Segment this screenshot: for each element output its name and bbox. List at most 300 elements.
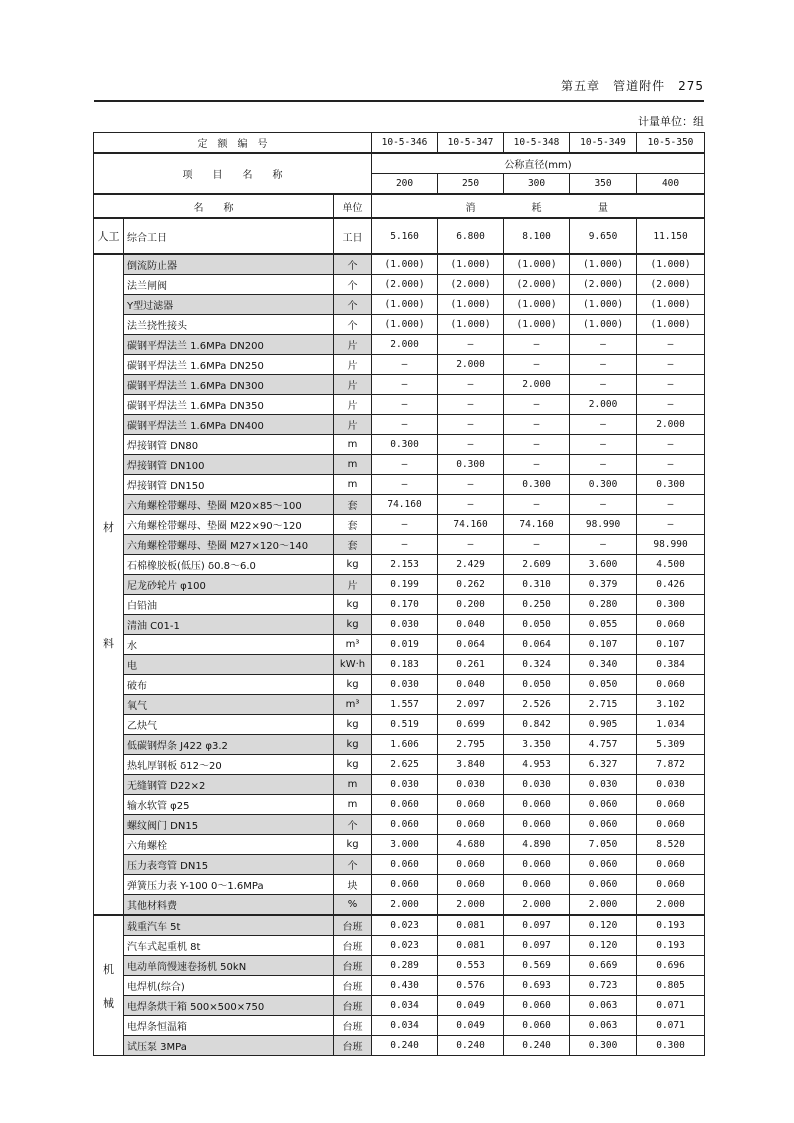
item-name: 碳钢平焊法兰 1.6MPa DN350 bbox=[124, 395, 334, 415]
item-name: 焊接钢管 DN80 bbox=[124, 435, 334, 455]
item-value: — bbox=[570, 415, 637, 435]
item-name: 六角螺栓带螺母、垫圈 M22×90～120 bbox=[124, 515, 334, 535]
item-unit: 台班 bbox=[334, 996, 372, 1016]
item-value: 0.060 bbox=[637, 815, 705, 835]
item-unit: 工日 bbox=[334, 218, 372, 254]
diameter-value: 200 bbox=[372, 174, 438, 195]
material-row bbox=[94, 355, 705, 375]
item-value: 0.240 bbox=[504, 1036, 570, 1056]
item-value: 0.060 bbox=[570, 875, 637, 895]
item-value: 2.000 bbox=[372, 335, 438, 355]
item-value: 98.990 bbox=[570, 515, 637, 535]
item-value: (1.000) bbox=[438, 254, 504, 275]
item-value: 2.000 bbox=[570, 395, 637, 415]
item-value: 0.023 bbox=[372, 915, 438, 936]
item-value: — bbox=[570, 335, 637, 355]
material-row bbox=[94, 475, 705, 495]
item-value: 0.034 bbox=[372, 996, 438, 1016]
item-name: 电焊条烘干箱 500×500×750 bbox=[124, 996, 334, 1016]
item-value: (2.000) bbox=[372, 275, 438, 295]
name-column-header: 名 称 bbox=[94, 194, 334, 218]
item-value: — bbox=[637, 395, 705, 415]
item-value: 0.060 bbox=[504, 855, 570, 875]
diameter-value: 250 bbox=[438, 174, 504, 195]
item-name: 白铅油 bbox=[124, 595, 334, 615]
machinery-category-char: 械 bbox=[103, 996, 114, 1010]
item-value: — bbox=[372, 375, 438, 395]
item-value: — bbox=[570, 455, 637, 475]
item-value: 4.680 bbox=[438, 835, 504, 855]
item-value: (1.000) bbox=[570, 295, 637, 315]
item-unit: kg bbox=[334, 835, 372, 855]
consumption-label-3: 量 bbox=[570, 194, 637, 218]
item-value: 2.795 bbox=[438, 735, 504, 755]
item-value: 0.340 bbox=[570, 655, 637, 675]
item-value: 0.060 bbox=[438, 815, 504, 835]
item-unit: 台班 bbox=[334, 956, 372, 976]
item-value: 0.034 bbox=[372, 1016, 438, 1036]
item-unit: 片 bbox=[334, 375, 372, 395]
material-row bbox=[94, 795, 705, 815]
item-value: — bbox=[438, 375, 504, 395]
item-value: 0.262 bbox=[438, 575, 504, 595]
item-value: 0.170 bbox=[372, 595, 438, 615]
item-value: 0.696 bbox=[637, 956, 705, 976]
material-row bbox=[94, 315, 705, 335]
item-value: 0.693 bbox=[504, 976, 570, 996]
material-row bbox=[94, 715, 705, 735]
machinery-row bbox=[94, 936, 705, 956]
item-value: 0.060 bbox=[637, 875, 705, 895]
material-category-char: 料 bbox=[103, 636, 114, 650]
quota-table bbox=[93, 132, 705, 1056]
item-value: 0.060 bbox=[438, 855, 504, 875]
section-title: 管道附件 bbox=[613, 79, 666, 93]
item-name: 破布 bbox=[124, 675, 334, 695]
item-value: 4.890 bbox=[504, 835, 570, 855]
item-value: 0.120 bbox=[570, 915, 637, 936]
item-value: — bbox=[438, 335, 504, 355]
item-unit: m bbox=[334, 795, 372, 815]
item-unit: m³ bbox=[334, 695, 372, 715]
item-value: 2.000 bbox=[637, 895, 705, 916]
item-value: 0.569 bbox=[504, 956, 570, 976]
item-unit: 个 bbox=[334, 855, 372, 875]
item-value: 0.300 bbox=[570, 1036, 637, 1056]
material-row bbox=[94, 875, 705, 895]
material-row bbox=[94, 775, 705, 795]
item-value: — bbox=[637, 495, 705, 515]
item-value: 0.019 bbox=[372, 635, 438, 655]
item-value: — bbox=[570, 495, 637, 515]
item-value: 0.060 bbox=[637, 675, 705, 695]
labor-row bbox=[94, 218, 705, 254]
machinery-row bbox=[94, 956, 705, 976]
item-value: (1.000) bbox=[504, 254, 570, 275]
item-value: 0.060 bbox=[637, 615, 705, 635]
item-unit: 片 bbox=[334, 415, 372, 435]
item-unit: kg bbox=[334, 715, 372, 735]
item-value: 0.049 bbox=[438, 996, 504, 1016]
item-unit: m bbox=[334, 475, 372, 495]
item-unit: 套 bbox=[334, 515, 372, 535]
item-unit: 块 bbox=[334, 875, 372, 895]
header-text bbox=[561, 77, 704, 94]
item-value: 6.800 bbox=[438, 218, 504, 254]
item-value: — bbox=[504, 355, 570, 375]
material-row bbox=[94, 275, 705, 295]
item-unit: 台班 bbox=[334, 915, 372, 936]
item-value: — bbox=[438, 495, 504, 515]
consumption-label-1: 消 bbox=[438, 194, 504, 218]
item-name: Y型过滤器 bbox=[124, 295, 334, 315]
item-value: 0.723 bbox=[570, 976, 637, 996]
material-row bbox=[94, 675, 705, 695]
item-value: 0.576 bbox=[438, 976, 504, 996]
item-unit: 片 bbox=[334, 335, 372, 355]
item-value: 0.040 bbox=[438, 675, 504, 695]
item-value: — bbox=[570, 535, 637, 555]
item-value: — bbox=[504, 455, 570, 475]
material-category bbox=[94, 254, 124, 915]
item-name: 电焊机(综合) bbox=[124, 976, 334, 996]
item-name: 碳钢平焊法兰 1.6MPa DN200 bbox=[124, 335, 334, 355]
item-value: 0.300 bbox=[570, 475, 637, 495]
item-value: (2.000) bbox=[504, 275, 570, 295]
item-value: 8.100 bbox=[504, 218, 570, 254]
item-name: 试压泵 3MPa bbox=[124, 1036, 334, 1056]
item-unit: 片 bbox=[334, 395, 372, 415]
item-name: 六角螺栓带螺母、垫圈 M27×120～140 bbox=[124, 535, 334, 555]
item-value: 7.872 bbox=[637, 755, 705, 775]
material-row bbox=[94, 655, 705, 675]
item-value: 0.030 bbox=[438, 775, 504, 795]
item-value: 0.300 bbox=[438, 455, 504, 475]
item-value: 3.350 bbox=[504, 735, 570, 755]
item-value: 0.063 bbox=[570, 996, 637, 1016]
item-value: — bbox=[637, 335, 705, 355]
item-name: 六角螺栓 bbox=[124, 835, 334, 855]
item-value: (1.000) bbox=[570, 254, 637, 275]
diameter-label: 公称直径(mm) bbox=[372, 153, 705, 174]
item-value: 0.300 bbox=[637, 595, 705, 615]
material-row bbox=[94, 535, 705, 555]
item-value: 0.060 bbox=[570, 795, 637, 815]
diameter-label-row bbox=[94, 153, 705, 174]
item-value: 0.240 bbox=[372, 1036, 438, 1056]
material-row bbox=[94, 855, 705, 875]
material-row bbox=[94, 415, 705, 435]
item-value: — bbox=[637, 455, 705, 475]
item-value: 4.757 bbox=[570, 735, 637, 755]
material-row bbox=[94, 435, 705, 455]
item-name: 热轧厚钢板 δ12～20 bbox=[124, 755, 334, 775]
item-name: 汽车式起重机 8t bbox=[124, 936, 334, 956]
item-value: 3.600 bbox=[570, 555, 637, 575]
material-row bbox=[94, 575, 705, 595]
item-value: 2.625 bbox=[372, 755, 438, 775]
item-value: 4.953 bbox=[504, 755, 570, 775]
unit-column-header: 单位 bbox=[334, 194, 372, 218]
item-name: 载重汽车 5t bbox=[124, 915, 334, 936]
item-value: (1.000) bbox=[438, 315, 504, 335]
item-value: 2.000 bbox=[570, 895, 637, 916]
material-row bbox=[94, 895, 705, 916]
item-value: — bbox=[372, 515, 438, 535]
item-value: (1.000) bbox=[504, 315, 570, 335]
item-value: 0.050 bbox=[570, 675, 637, 695]
item-value: 0.049 bbox=[438, 1016, 504, 1036]
item-unit: 套 bbox=[334, 535, 372, 555]
item-unit: % bbox=[334, 895, 372, 916]
item-value: 0.060 bbox=[372, 875, 438, 895]
machinery-row bbox=[94, 1016, 705, 1036]
item-name: 尼龙砂轮片 φ100 bbox=[124, 575, 334, 595]
material-row bbox=[94, 254, 705, 275]
item-value: (1.000) bbox=[372, 315, 438, 335]
item-label: 项 目 名 称 bbox=[94, 153, 372, 194]
item-value: 0.289 bbox=[372, 956, 438, 976]
item-value: 0.324 bbox=[504, 655, 570, 675]
item-value: 0.519 bbox=[372, 715, 438, 735]
item-name: 水 bbox=[124, 635, 334, 655]
item-value: 0.120 bbox=[570, 936, 637, 956]
item-value: 74.160 bbox=[504, 515, 570, 535]
item-value: — bbox=[372, 535, 438, 555]
material-row bbox=[94, 615, 705, 635]
item-name: 碳钢平焊法兰 1.6MPa DN400 bbox=[124, 415, 334, 435]
item-name: 弹簧压力表 Y-100 0～1.6MPa bbox=[124, 875, 334, 895]
item-value: 0.081 bbox=[438, 936, 504, 956]
item-name: 低碳钢焊条 J422 φ3.2 bbox=[124, 735, 334, 755]
item-value: 0.300 bbox=[637, 475, 705, 495]
item-value: — bbox=[438, 435, 504, 455]
quota-code: 10-5-347 bbox=[438, 133, 504, 154]
item-value: 0.240 bbox=[438, 1036, 504, 1056]
material-category-char: 材 bbox=[103, 520, 114, 534]
consumption-label-2: 耗 bbox=[504, 194, 570, 218]
machinery-category-char: 机 bbox=[103, 962, 114, 976]
item-value: 0.060 bbox=[637, 795, 705, 815]
material-row bbox=[94, 695, 705, 715]
item-unit: 个 bbox=[334, 275, 372, 295]
item-value: 0.060 bbox=[504, 815, 570, 835]
item-unit: 台班 bbox=[334, 1016, 372, 1036]
item-unit: m bbox=[334, 775, 372, 795]
item-name: 电焊条恒温箱 bbox=[124, 1016, 334, 1036]
item-name: 综合工日 bbox=[124, 218, 334, 254]
item-value: — bbox=[637, 435, 705, 455]
item-value: 0.060 bbox=[504, 1016, 570, 1036]
item-value: 8.520 bbox=[637, 835, 705, 855]
item-value: 2.097 bbox=[438, 695, 504, 715]
item-value: 74.160 bbox=[372, 495, 438, 515]
item-value: 0.193 bbox=[637, 915, 705, 936]
item-value: 0.030 bbox=[570, 775, 637, 795]
item-unit: kg bbox=[334, 735, 372, 755]
item-value: 2.000 bbox=[637, 415, 705, 435]
quota-label: 定 额 编 号 bbox=[94, 133, 372, 154]
item-unit: 个 bbox=[334, 295, 372, 315]
item-value: 2.000 bbox=[438, 355, 504, 375]
item-value: 2.000 bbox=[438, 895, 504, 916]
item-value: 0.107 bbox=[570, 635, 637, 655]
item-value: 0.064 bbox=[438, 635, 504, 655]
item-name: 法兰挠性接头 bbox=[124, 315, 334, 335]
item-value: — bbox=[504, 395, 570, 415]
item-value: (1.000) bbox=[637, 315, 705, 335]
item-value: — bbox=[372, 475, 438, 495]
quota-code: 10-5-348 bbox=[504, 133, 570, 154]
item-value: 0.030 bbox=[372, 615, 438, 635]
item-value: — bbox=[372, 415, 438, 435]
item-name: 六角螺栓带螺母、垫圈 M20×85～100 bbox=[124, 495, 334, 515]
item-unit: 个 bbox=[334, 254, 372, 275]
item-name: 氧气 bbox=[124, 695, 334, 715]
item-value: 0.060 bbox=[504, 996, 570, 1016]
item-name: 其他材料费 bbox=[124, 895, 334, 916]
material-row bbox=[94, 295, 705, 315]
machinery-category bbox=[94, 915, 124, 1056]
item-value: 0.023 bbox=[372, 936, 438, 956]
item-value: 4.500 bbox=[637, 555, 705, 575]
item-value: (1.000) bbox=[637, 254, 705, 275]
item-name: 碳钢平焊法兰 1.6MPa DN300 bbox=[124, 375, 334, 395]
quota-code: 10-5-349 bbox=[570, 133, 637, 154]
material-row bbox=[94, 495, 705, 515]
item-value: 1.606 bbox=[372, 735, 438, 755]
item-value: 1.557 bbox=[372, 695, 438, 715]
item-value: 0.280 bbox=[570, 595, 637, 615]
item-value: 1.034 bbox=[637, 715, 705, 735]
item-value: 0.060 bbox=[637, 855, 705, 875]
item-value: 0.805 bbox=[637, 976, 705, 996]
item-value: 0.183 bbox=[372, 655, 438, 675]
material-row bbox=[94, 595, 705, 615]
item-unit: kg bbox=[334, 595, 372, 615]
item-value: — bbox=[438, 475, 504, 495]
material-row bbox=[94, 335, 705, 355]
item-unit: 个 bbox=[334, 315, 372, 335]
material-row bbox=[94, 635, 705, 655]
item-value: 0.063 bbox=[570, 1016, 637, 1036]
item-value: — bbox=[570, 435, 637, 455]
item-value: 0.060 bbox=[504, 795, 570, 815]
item-unit: kg bbox=[334, 555, 372, 575]
item-value: (2.000) bbox=[637, 275, 705, 295]
item-value: 0.842 bbox=[504, 715, 570, 735]
item-value: 0.030 bbox=[504, 775, 570, 795]
item-name: 石棉橡胶板(低压) δ0.8～6.0 bbox=[124, 555, 334, 575]
item-name: 乙炔气 bbox=[124, 715, 334, 735]
item-value: — bbox=[570, 355, 637, 375]
item-value: 7.050 bbox=[570, 835, 637, 855]
item-value: (1.000) bbox=[570, 315, 637, 335]
page-number: 275 bbox=[678, 79, 704, 93]
quota-code: 10-5-346 bbox=[372, 133, 438, 154]
item-value: 0.107 bbox=[637, 635, 705, 655]
item-value: 0.055 bbox=[570, 615, 637, 635]
item-value: 2.000 bbox=[504, 375, 570, 395]
diameter-value: 400 bbox=[637, 174, 705, 195]
item-value: — bbox=[438, 415, 504, 435]
item-value: 0.060 bbox=[372, 855, 438, 875]
item-unit: m³ bbox=[334, 635, 372, 655]
quota-code: 10-5-350 bbox=[637, 133, 705, 154]
item-value: 0.669 bbox=[570, 956, 637, 976]
item-value: 0.060 bbox=[438, 875, 504, 895]
item-value: 6.327 bbox=[570, 755, 637, 775]
item-value: 0.097 bbox=[504, 915, 570, 936]
item-value: 0.071 bbox=[637, 996, 705, 1016]
item-value: 0.030 bbox=[372, 675, 438, 695]
item-value: 0.699 bbox=[438, 715, 504, 735]
unit-note: 计量单位：组 bbox=[638, 115, 704, 128]
item-unit: m bbox=[334, 455, 372, 475]
item-unit: kW·h bbox=[334, 655, 372, 675]
item-value: — bbox=[372, 355, 438, 375]
quota-code-row bbox=[94, 133, 705, 154]
item-value: 0.060 bbox=[570, 855, 637, 875]
item-unit: kg bbox=[334, 675, 372, 695]
item-unit: 台班 bbox=[334, 936, 372, 956]
item-value: 0.060 bbox=[438, 795, 504, 815]
item-value: — bbox=[504, 415, 570, 435]
item-value: 2.000 bbox=[504, 895, 570, 916]
item-value: 0.261 bbox=[438, 655, 504, 675]
material-row bbox=[94, 555, 705, 575]
item-value: — bbox=[637, 515, 705, 535]
page-header bbox=[94, 74, 704, 102]
material-row bbox=[94, 455, 705, 475]
item-value: (2.000) bbox=[438, 275, 504, 295]
item-value: 0.050 bbox=[504, 675, 570, 695]
item-value: 2.715 bbox=[570, 695, 637, 715]
item-value: 0.379 bbox=[570, 575, 637, 595]
item-name: 焊接钢管 DN100 bbox=[124, 455, 334, 475]
item-value: — bbox=[504, 335, 570, 355]
item-value: 0.905 bbox=[570, 715, 637, 735]
item-name: 压力表弯管 DN15 bbox=[124, 855, 334, 875]
item-value: 2.153 bbox=[372, 555, 438, 575]
item-value: 3.000 bbox=[372, 835, 438, 855]
material-row bbox=[94, 735, 705, 755]
item-value: — bbox=[504, 435, 570, 455]
item-value: 0.097 bbox=[504, 936, 570, 956]
item-value: — bbox=[438, 535, 504, 555]
item-value: (1.000) bbox=[372, 254, 438, 275]
item-value: 0.384 bbox=[637, 655, 705, 675]
item-name: 电动单筒慢速卷扬机 50kN bbox=[124, 956, 334, 976]
item-name: 输水软管 φ25 bbox=[124, 795, 334, 815]
item-value: 74.160 bbox=[438, 515, 504, 535]
chapter-title: 第五章 bbox=[561, 79, 601, 93]
item-value: 0.200 bbox=[438, 595, 504, 615]
material-row bbox=[94, 835, 705, 855]
item-name: 电 bbox=[124, 655, 334, 675]
item-name: 倒流防止器 bbox=[124, 254, 334, 275]
item-value: 0.553 bbox=[438, 956, 504, 976]
item-value: — bbox=[372, 395, 438, 415]
machinery-row bbox=[94, 976, 705, 996]
item-value: — bbox=[438, 395, 504, 415]
item-value: 0.199 bbox=[372, 575, 438, 595]
item-value: 0.040 bbox=[438, 615, 504, 635]
item-unit: 片 bbox=[334, 575, 372, 595]
item-unit: 台班 bbox=[334, 976, 372, 996]
material-row bbox=[94, 515, 705, 535]
item-value: 0.300 bbox=[372, 435, 438, 455]
